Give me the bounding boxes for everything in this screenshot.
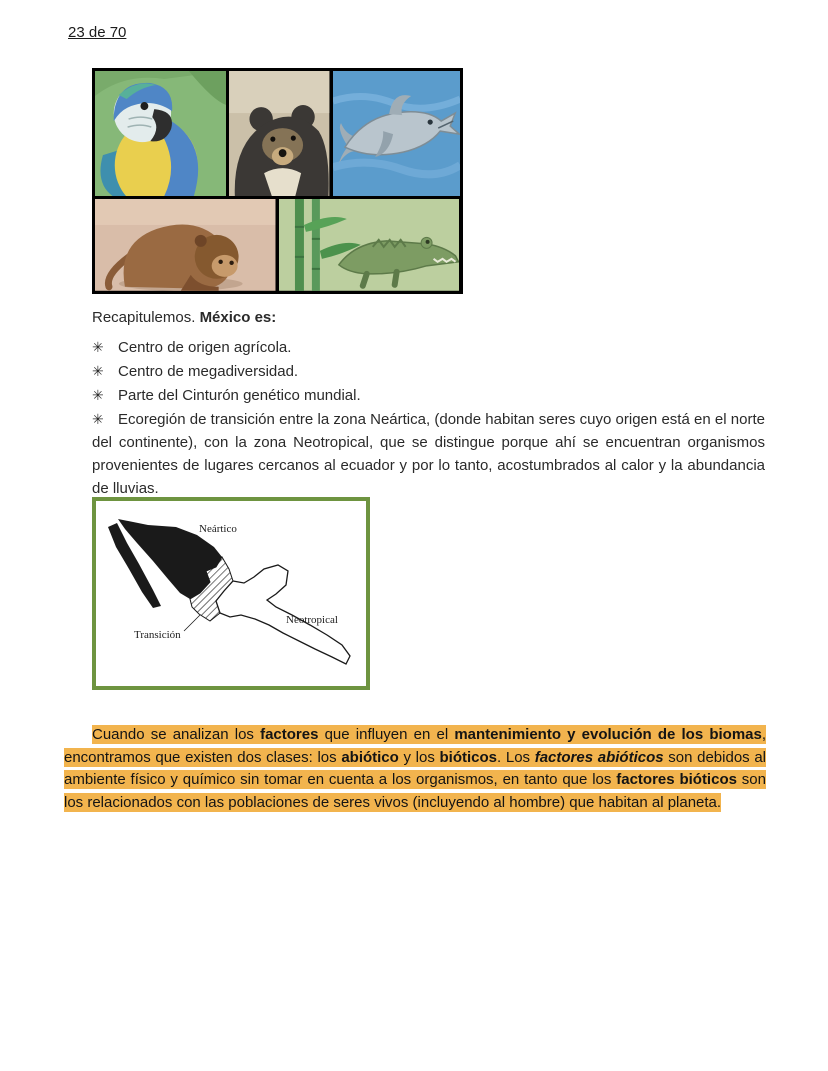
map-label-transicion: Transición xyxy=(134,629,181,641)
asterisk-bullet-icon: ✳ xyxy=(92,411,104,427)
highlighted-paragraph xyxy=(64,724,766,814)
bamboo-stalk xyxy=(294,199,303,291)
main-text xyxy=(92,306,765,500)
asterisk-bullet-icon: ✳ xyxy=(92,387,104,403)
asterisk-bullet-icon: ✳ xyxy=(92,363,104,379)
dolphin-eye xyxy=(427,119,432,124)
crocodile-eye xyxy=(425,240,429,244)
bear-panel xyxy=(229,71,329,196)
intro-line xyxy=(92,306,765,329)
asterisk-bullet-icon: ✳ xyxy=(92,339,104,355)
monkey-ear xyxy=(195,235,207,247)
map-label-neotropical: Neotropical xyxy=(286,614,338,626)
page-indicator: 23 de 70 xyxy=(68,24,127,41)
bullet-item xyxy=(92,336,765,359)
collage-bottom-row xyxy=(95,199,460,291)
parrot-panel xyxy=(95,71,226,196)
bullet-long-text: Ecoregión de transición entre la zona Neártica, (donde habitan seres cuyo origen está en el norte del continente), con la zona Neotropical, que se distingue porque ahí se encuentran organismos provenientes de lugares cercanos al ecuador y por lo tanto, acostumbrados al calor y la abundancia de lluvias. xyxy=(92,411,765,497)
mexico-zones-map xyxy=(92,497,370,690)
monkey-illustration xyxy=(95,199,276,291)
bear-nose xyxy=(279,149,287,157)
bullet-text: Centro de megadiversidad. xyxy=(118,363,299,380)
bullet-text: Parte del Cinturón genético mundial. xyxy=(118,387,361,404)
monkey-panel xyxy=(95,199,276,291)
map-label-neartico: Neártico xyxy=(199,523,237,535)
parrot-eye xyxy=(140,102,148,110)
intro-bold: México es: xyxy=(199,309,277,326)
crocodile-illustration xyxy=(279,199,460,291)
dolphin-panel xyxy=(333,71,460,196)
spectacled-bear-illustration xyxy=(229,71,329,196)
macaw-parrot-illustration xyxy=(95,71,226,196)
collage-top-row xyxy=(95,71,460,196)
map-pointer-line xyxy=(184,615,200,631)
mexico-map-illustration xyxy=(96,501,366,686)
bullet-item xyxy=(92,384,765,407)
bamboo-stalk xyxy=(311,199,319,291)
monkey-face xyxy=(212,255,238,277)
intro-normal: Recapitulemos. xyxy=(92,309,200,326)
bullet-item-long xyxy=(92,408,765,500)
animal-collage xyxy=(92,68,463,294)
bullet-text: Centro de origen agrícola. xyxy=(118,339,292,356)
dolphin-illustration xyxy=(333,71,460,196)
bullet-item xyxy=(92,360,765,383)
highlight-text: Cuando se analizan los factores que influyen en el mantenimiento y evolución de los biomas, encontramos que existen dos clases: los abiótico y los bióticos. Los factores abióticos son debidos al ambiente físico y químico sin tomar en cuenta a los organismos, en tanto que los factores bióticos son los relacionados con las poblaciones de seres vivos (incluyendo al hombre) que habitan al planeta. xyxy=(64,726,767,811)
crocodile-panel xyxy=(279,199,460,291)
